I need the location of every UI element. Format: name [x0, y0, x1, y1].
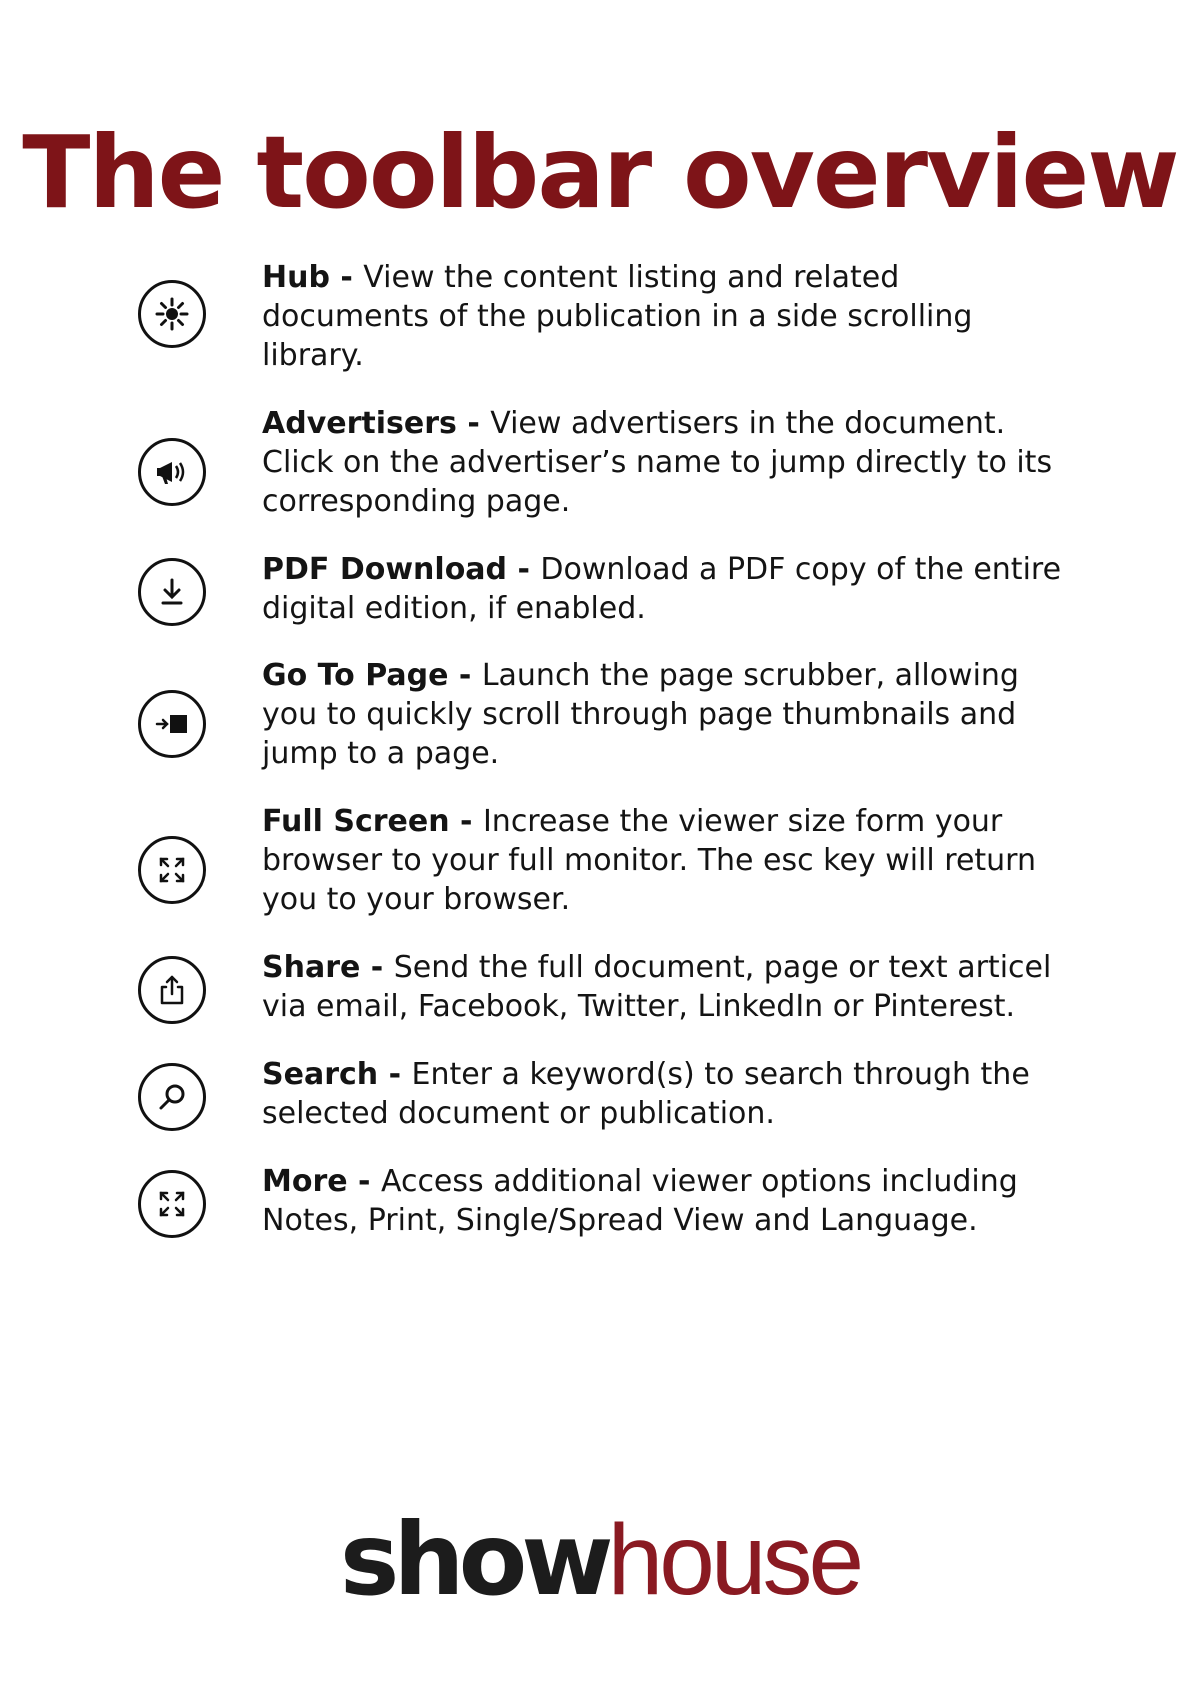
item-term: PDF Download — [262, 552, 508, 587]
item-term: Hub — [262, 260, 330, 295]
item-term: Share — [262, 950, 361, 985]
item-desc: Send the full document, page or text articel via email, Facebook, Twitter, LinkedIn or Pinterest. — [262, 950, 1052, 1024]
download-icon — [138, 558, 206, 626]
item-desc: View advertisers in the document. Click on the advertiser’s name to jump directly to its corresponding page. — [262, 406, 1053, 519]
item-desc: Access additional viewer options including Notes, Print, Single/Spread View and Language. — [262, 1164, 1018, 1238]
hub-icon — [138, 280, 206, 348]
item-desc: View the content listing and related documents of the publication in a side scrolling library. — [262, 260, 973, 373]
more-icon — [138, 1170, 206, 1238]
megaphone-icon — [138, 438, 206, 506]
item-desc: Enter a keyword(s) to search through the selected document or publication. — [262, 1057, 1030, 1131]
item-desc: Download a PDF copy of the entire digital edition, if enabled. — [262, 552, 1062, 626]
item-desc: Launch the page scrubber, allowing you to quickly scroll through page thumbnails and jump to a page. — [262, 658, 1019, 771]
full-screen-icon — [138, 836, 206, 904]
search-icon — [138, 1063, 206, 1131]
page-title: The toolbar overview — [22, 114, 1178, 231]
item-desc: Increase the viewer size form your browser to your full monitor. The esc key will return you to your browser. — [262, 804, 1036, 917]
item-description: Full Screen - Increase the viewer size form your browser to your full monitor. The esc key will return you to your browser. — [262, 804, 1036, 917]
item-description: Advertisers - View advertisers in the document. Click on the advertiser’s name to jump directly to its corresponding page. — [262, 406, 1053, 519]
item-description: Search - Enter a keyword(s) to search through the selected document or publication. — [262, 1057, 1030, 1131]
item-term: More — [262, 1164, 348, 1199]
item-term: Go To Page — [262, 658, 449, 693]
logo-show: show — [339, 1501, 608, 1618]
go-to-page-icon — [138, 690, 206, 758]
item-term: Full Screen — [262, 804, 450, 839]
logo-house: house — [607, 1504, 861, 1616]
item-description: PDF Download - Download a PDF copy of the entire digital edition, if enabled. — [262, 552, 1062, 626]
item-term: Advertisers — [262, 406, 457, 441]
item-description: Hub - View the content listing and related documents of the publication in a side scrolling library. — [262, 260, 973, 373]
item-description: More - Access additional viewer options including Notes, Print, Single/Spread View and Language. — [262, 1164, 1018, 1238]
item-term: Search — [262, 1057, 379, 1092]
item-description: Go To Page - Launch the page scrubber, allowing you to quickly scroll through page thumbnails and jump to a page. — [262, 658, 1019, 771]
share-icon — [138, 956, 206, 1024]
item-description: Share - Send the full document, page or text articel via email, Facebook, Twitter, LinkedIn or Pinterest. — [262, 950, 1052, 1024]
showhouse-logo — [0, 1501, 1200, 1618]
